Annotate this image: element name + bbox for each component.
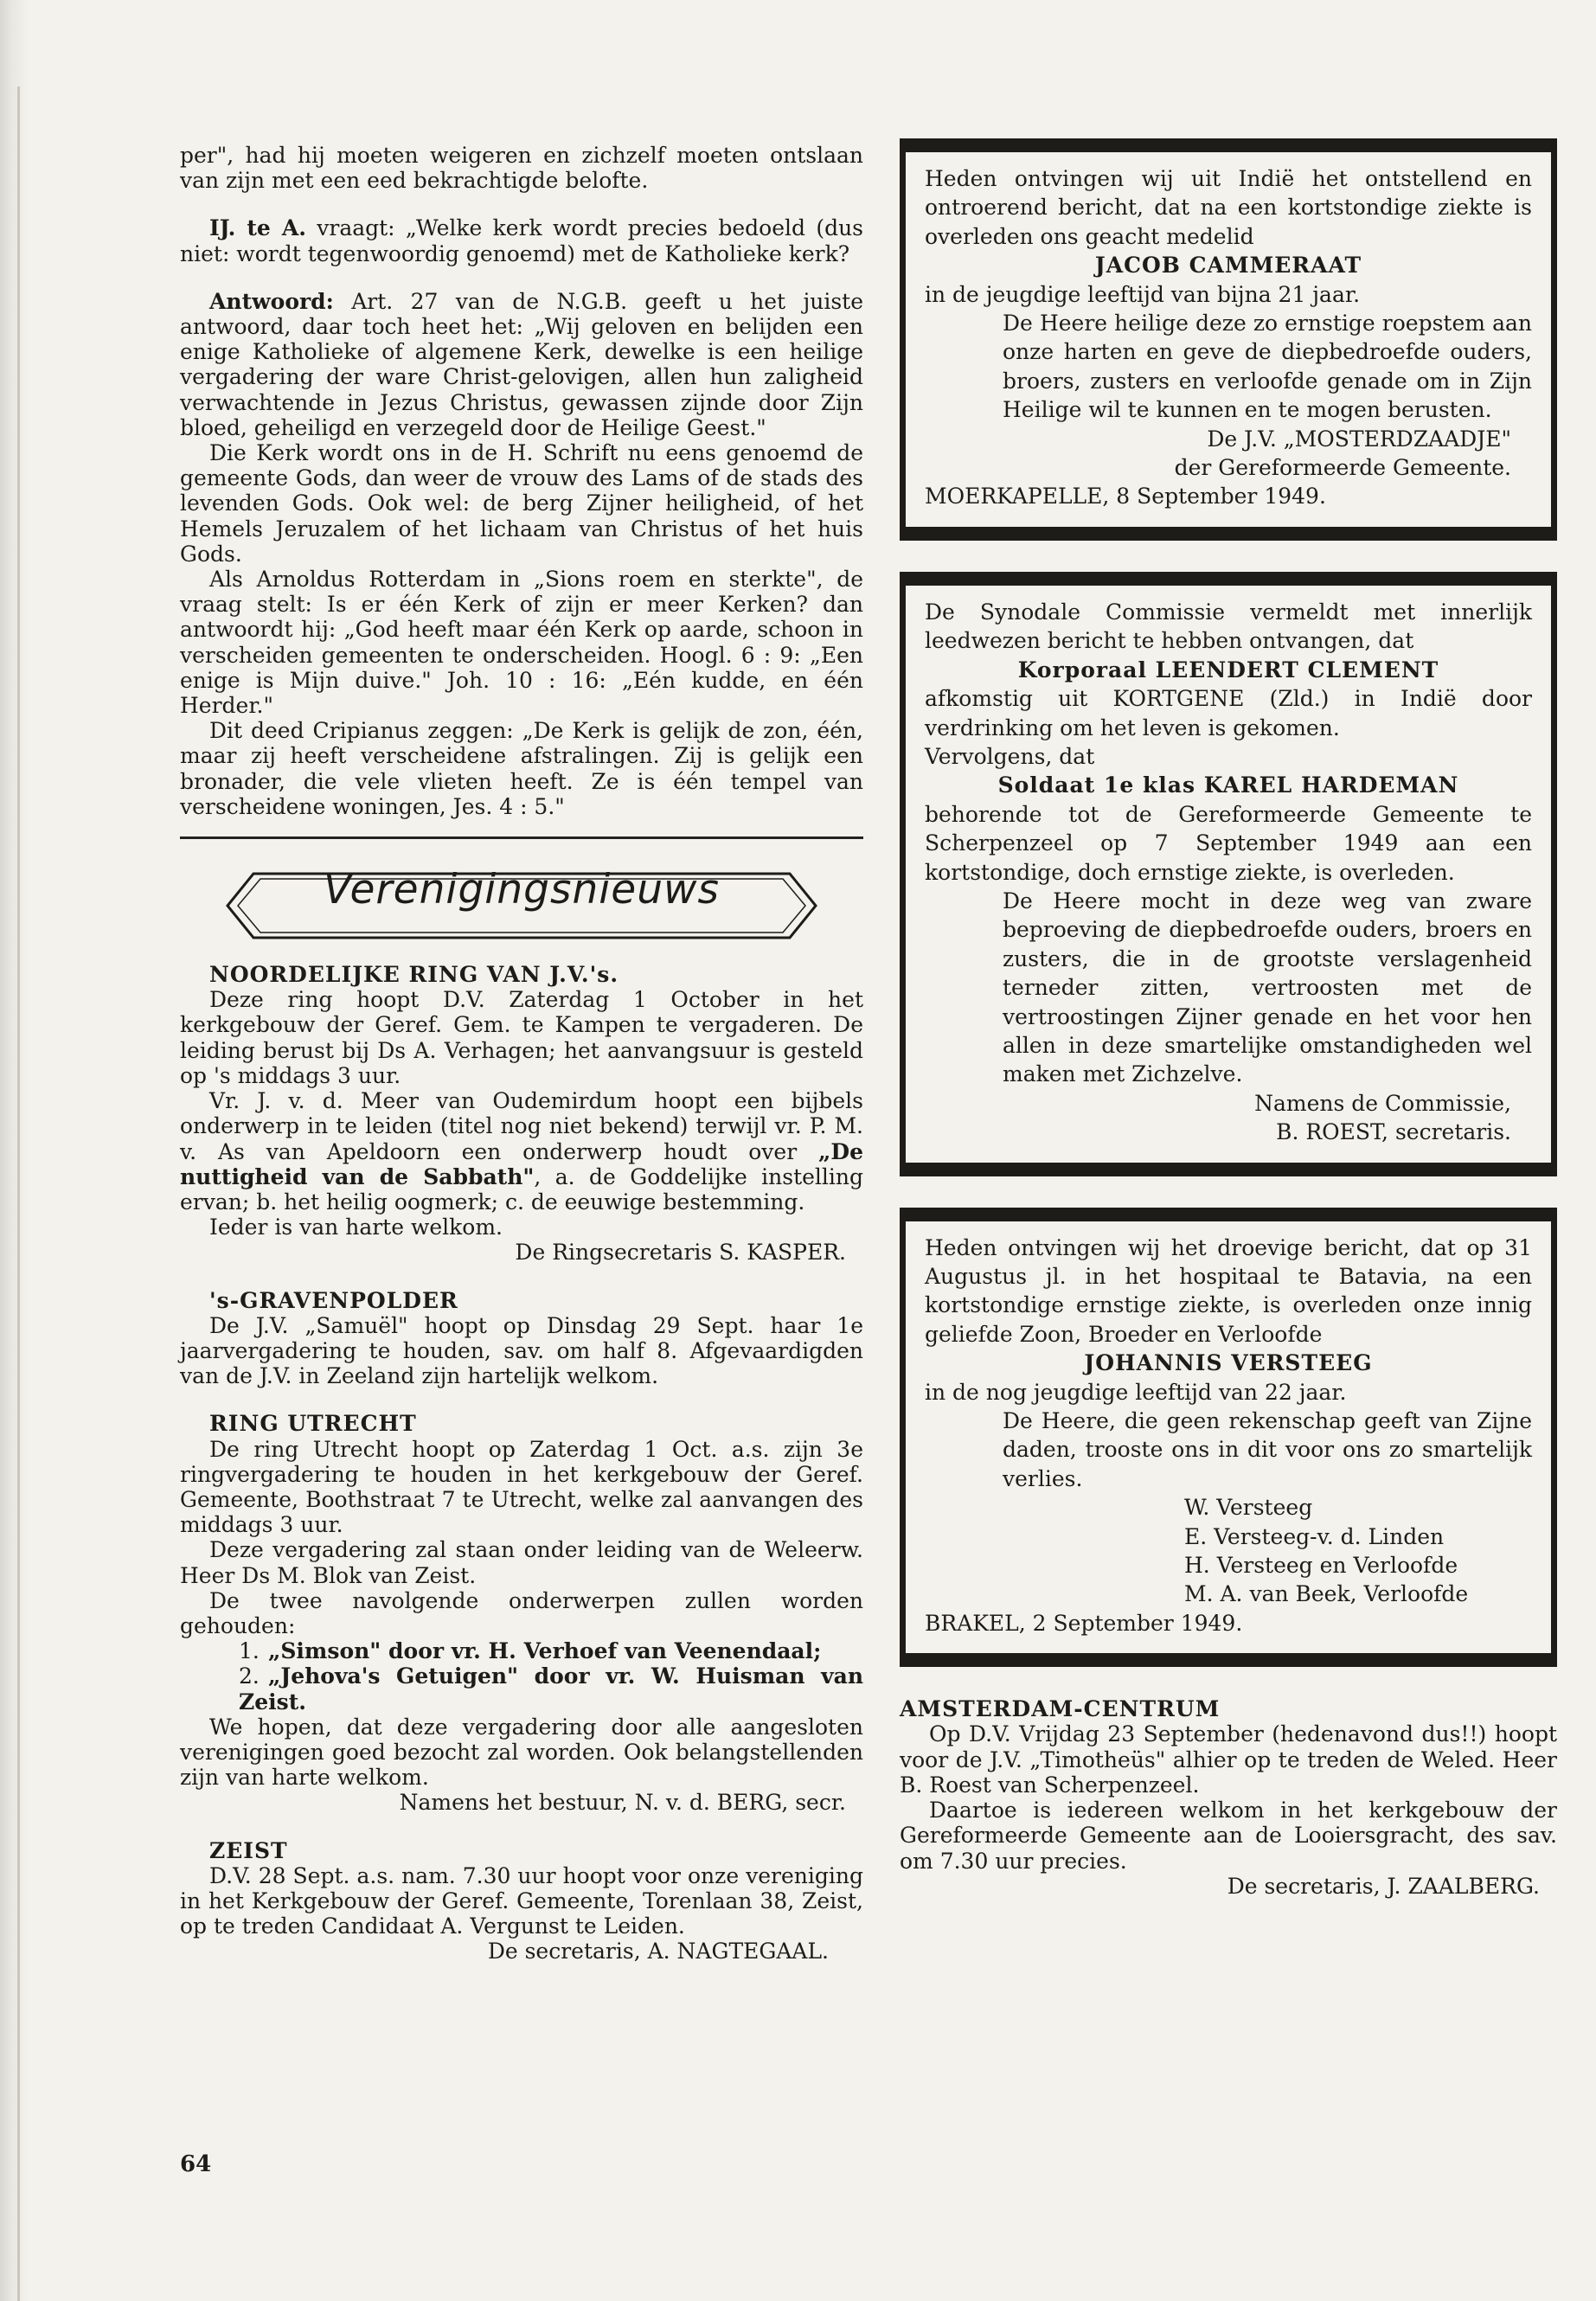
amsterdam-p2: Daartoe is iedereen welkom in het kerkgebouw der Gereformeerde Gemeente aan de Looiersgracht, des sav. om 7.30 uur precies. <box>900 1798 1557 1874</box>
item-number: 2. <box>239 1663 260 1689</box>
notice-prayer: De Heere, die geen rekenschap geeft van Zijne daden, trooste ons in dit voor ons zo smartelijk verlies. <box>1003 1408 1532 1491</box>
item-number: 1. <box>239 1638 260 1664</box>
notice-intro: De Synodale Commissie vermeldt met innerlijk leedwezen bericht te hebben ontvangen, dat <box>925 599 1532 654</box>
amsterdam-signature: De secretaris, J. ZAALBERG. <box>1227 1873 1540 1899</box>
death-notice-synodale-commissie <box>900 572 1557 1176</box>
paragraph-cripianus: Dit deed Cripianus zeggen: „De Kerk is gelijk de zon, één, maar zij heeft verscheidene afstralingen. Zij is gelijk een bronader, die vele vlieten heeft. Ze is één tempel van verscheidene woningen, Jes. 4 : 5." <box>180 718 863 819</box>
answer-paragraph <box>180 289 863 440</box>
question-text: vraagt: „Welke kerk wordt precies bedoeld (dus niet: wordt tegenwoordig genoemd) met de Katholieke kerk? <box>180 215 864 266</box>
question-paragraph <box>180 215 863 266</box>
noordelijke-ring-p3: Ieder is van harte welkom. <box>209 1215 503 1240</box>
paragraph-continuation: per", had hij moeten weigeren en zichzelf moeten ontslaan van zijn met een eed bekrachtigde belofte. <box>180 143 863 194</box>
notice-place-date: BRAKEL, 2 September 1949. <box>925 1610 1243 1636</box>
notice-top-bar <box>906 572 1551 586</box>
zeist-paragraph: D.V. 28 Sept. a.s. nam. 7.30 uur hoopt voor onze vereniging in het Kerkgebouw der Geref. Gemeente, Torenlaan 38, Zeist, op te treden Candidaat A. Vergunst te Leiden. <box>180 1862 863 1939</box>
notice-name: JACOB CAMMERAAT <box>1094 253 1362 279</box>
left-column <box>180 143 863 1965</box>
notice-signer: E. Versteeg-v. d. Linden <box>1184 1523 1445 1549</box>
noordelijke-ring-p2 <box>180 1088 863 1215</box>
paragraph-arnoldus: Als Arnoldus Rotterdam in „Sions roem en sterkte", de vraag stelt: Is er één Kerk of zijn er meer Kerken? dan antwoordt hij: „God heeft maar één Kerk op aarde, schoon in verscheiden gemeenten te onderscheiden. Hoogl. 6 : 9: „Een enige is Mijn duive." Joh. 10 : 16: „Eén kudde, en één Herder." <box>180 567 863 719</box>
notice-name-clement: Korporaal LEENDERT CLEMENT <box>1017 657 1439 683</box>
amsterdam-heading: AMSTERDAM-CENTRUM <box>900 1696 1221 1722</box>
amsterdam-p1: Op D.V. Vrijdag 23 September (hedenavond dus!!) hoopt voor de J.V. „Timotheüs" alhier op te treden de Weled. Heer B. Roest van Scherpenzeel. <box>900 1721 1557 1798</box>
answer-label: Antwoord: <box>209 288 334 314</box>
notice-signers <box>925 1493 1532 1609</box>
notice-bottom-bar <box>906 527 1551 541</box>
ring-utrecht-signature: Namens het bestuur, N. v. d. BERG, secr. <box>399 1790 846 1816</box>
notice-signature-2: der Gereformeerde Gemeente. <box>1174 455 1511 481</box>
ring-utrecht-heading: RING UTRECHT <box>209 1411 417 1437</box>
gravenpolder-paragraph: De J.V. „Samuël" hoopt op Dinsdag 29 Sept. haar 1e jaarvergadering te houden, sav. om half 8. Afgevaardigden van de J.V. in Zeeland zijn hartelijk welkom. <box>180 1312 863 1389</box>
noordelijke-ring-p2-c: , a. de Goddelijke instelling ervan; b. het heilig oogmerk; c. de eeuwige bestemming. <box>180 1163 863 1215</box>
ring-utrecht-item-2 <box>180 1663 863 1714</box>
notice-signature-1: De J.V. „MOSTERDZAADJE" <box>1207 426 1511 452</box>
notice-signer: M. A. van Beek, Verloofde <box>1184 1581 1469 1607</box>
notice-text-clement: afkomstig uit KORTGENE (Zld.) in Indië door verdrinking om het leven is gekomen. <box>925 686 1532 740</box>
section-banner <box>180 868 863 950</box>
gravenpolder-heading: 's-GRAVENPOLDER <box>209 1287 458 1313</box>
notice-signature-1: Namens de Commissie, <box>1254 1090 1511 1116</box>
ring-utrecht-p3: De twee navolgende onderwerpen zullen worden gehouden: <box>180 1587 863 1638</box>
notice-age: in de jeugdige leeftijd van bijna 21 jaar. <box>925 281 1361 307</box>
notice-top-bar <box>906 138 1551 152</box>
notice-top-bar <box>906 1208 1551 1221</box>
page-number: 64 <box>180 2151 212 2177</box>
zeist-heading: ZEIST <box>209 1837 288 1863</box>
notice-signer: H. Versteeg en Verloofde <box>1184 1553 1458 1579</box>
question-label: IJ. te A. <box>209 215 306 241</box>
ring-utrecht-p2: Deze vergadering zal staan onder leiding van de Weleerw. Heer Ds M. Blok van Zeist. <box>180 1537 863 1588</box>
noordelijke-ring-p2-title: „De nuttigheid van de Sabbath" <box>180 1138 863 1189</box>
death-notice-versteeg <box>900 1208 1557 1668</box>
section-divider <box>180 836 863 839</box>
page-binding-edge <box>0 0 29 2301</box>
banner-title: Verenigingsnieuws <box>324 866 720 914</box>
notice-place-date: MOERKAPELLE, 8 September 1949. <box>925 484 1326 510</box>
notice-intro: Heden ontvingen wij uit Indië het ontstellend en ontroerend bericht, dat na een kortstondige ziekte is overleden ons geacht medelid <box>925 166 1532 249</box>
noordelijke-ring-p1: Deze ring hoopt D.V. Zaterdag 1 October in het kerkgebouw der Geref. Gem. te Kampen te vergaderen. De leiding berust bij Ds A. Verhagen; het aanvangsuur is gesteld op 's middags 3 uur. <box>180 987 863 1088</box>
notice-prayer: De Heere mocht in deze weg van zware beproeving de diepbedroefde ouders, broers en zusters, die in de grootste verslagenheid terneder zitten, vertroosten met de vertroostingen Zijner genade en het voor hen allen in deze smartelijke omstandigheden wel maken met Zichzelve. <box>1003 888 1532 1087</box>
paragraph-kerk: Die Kerk wordt ons in de H. Schrift nu eens genoemd de gemeente Gods, dan weer de vrouw des Lams of de stads des levenden Gods. Ook wel: de berg Zijner heiligheid, of het Hemels Jeruzalem of het lichaam van Christus of het huis Gods. <box>180 440 863 567</box>
noordelijke-ring-p2-a: Vr. J. v. d. Meer van Oudemirdum hoopt een bijbels onderwerp in te leiden (titel nog niet bekend) terwijl vr. P. M. v. As van Apeldoorn een onderwerp houdt over <box>180 1088 863 1164</box>
noordelijke-ring-signature: De Ringsecretaris S. KASPER. <box>515 1240 846 1266</box>
notice-name-hardeman: Soldaat 1e klas KAREL HARDEMAN <box>997 772 1459 798</box>
notice-signature-2: B. ROEST, secretaris. <box>1276 1119 1511 1145</box>
ring-utrecht-p1: De ring Utrecht hoopt op Zaterdag 1 Oct. a.s. zijn 3e ringvergadering te houden in het kerkgebouw der Geref. Gemeente, Boothstraat 7 te Utrecht, welke zal aanvangen des middags 3 uur. <box>180 1436 863 1538</box>
notice-bottom-bar <box>906 1163 1551 1176</box>
item-text: „Simson" door vr. H. Verhoef van Veenendaal; <box>268 1638 822 1664</box>
amsterdam-centrum-section <box>900 1696 1557 1899</box>
notice-intro: Heden ontvingen wij het droevige bericht, dat op 31 Augustus jl. in het hospitaal te Batavia, na een kortstondige ernstige ziekte, is overleden onze innig geliefde Zoon, Broeder en Verloofde <box>925 1234 1532 1347</box>
item-text: „Jehova's Getuigen" door vr. W. Huisman van Zeist. <box>239 1663 863 1715</box>
zeist-signature: De secretaris, A. NAGTEGAAL. <box>487 1939 829 1965</box>
death-notice-cammeraat <box>900 138 1557 541</box>
notice-signer: W. Versteeg <box>1184 1495 1313 1521</box>
notice-prayer: De Heere heilige deze zo ernstige roepstem aan onze harten en geve de diepbedroefde ouders, broers, zusters en verloofde genade om in Zijn Heilige wil te kunnen en te mogen berusten. <box>1003 311 1532 423</box>
notice-age: in de nog jeugdige leeftijd van 22 jaar. <box>925 1379 1347 1405</box>
ring-utrecht-item-1 <box>180 1638 863 1663</box>
ring-utrecht-p4: We hopen, dat deze vergadering door alle aangesloten verenigingen goed bezocht zal worden. Ook belangstellenden zijn van harte welkom. <box>180 1714 863 1791</box>
notice-name: JOHANNIS VERSTEEG <box>1084 1350 1373 1376</box>
notice-text-hardeman: behorende tot de Gereformeerde Gemeente te Scherpenzeel op 7 September 1949 aan een kortstondige, doch ernstige ziekte, is overleden. <box>925 801 1532 885</box>
answer-text: Art. 27 van de N.G.B. geeft u het juiste antwoord, daar toch heet het: „Wij geloven en belijden een enige Katholieke of algemene Kerk, dewelke is een heilige vergadering der ware Christ-gelovigen, allen hun zaligheid verwachtende in Jezus Christus, gewassen zijnde door Zijn bloed, geheiligd en verzegeld door de Heilige Geest." <box>180 288 863 440</box>
right-column <box>900 138 1557 1899</box>
noordelijke-ring-heading: NOORDELIJKE RING VAN J.V.'s. <box>209 962 619 988</box>
notice-bottom-bar <box>906 1653 1551 1667</box>
notice-vervolgens: Vervolgens, dat <box>925 743 1095 769</box>
